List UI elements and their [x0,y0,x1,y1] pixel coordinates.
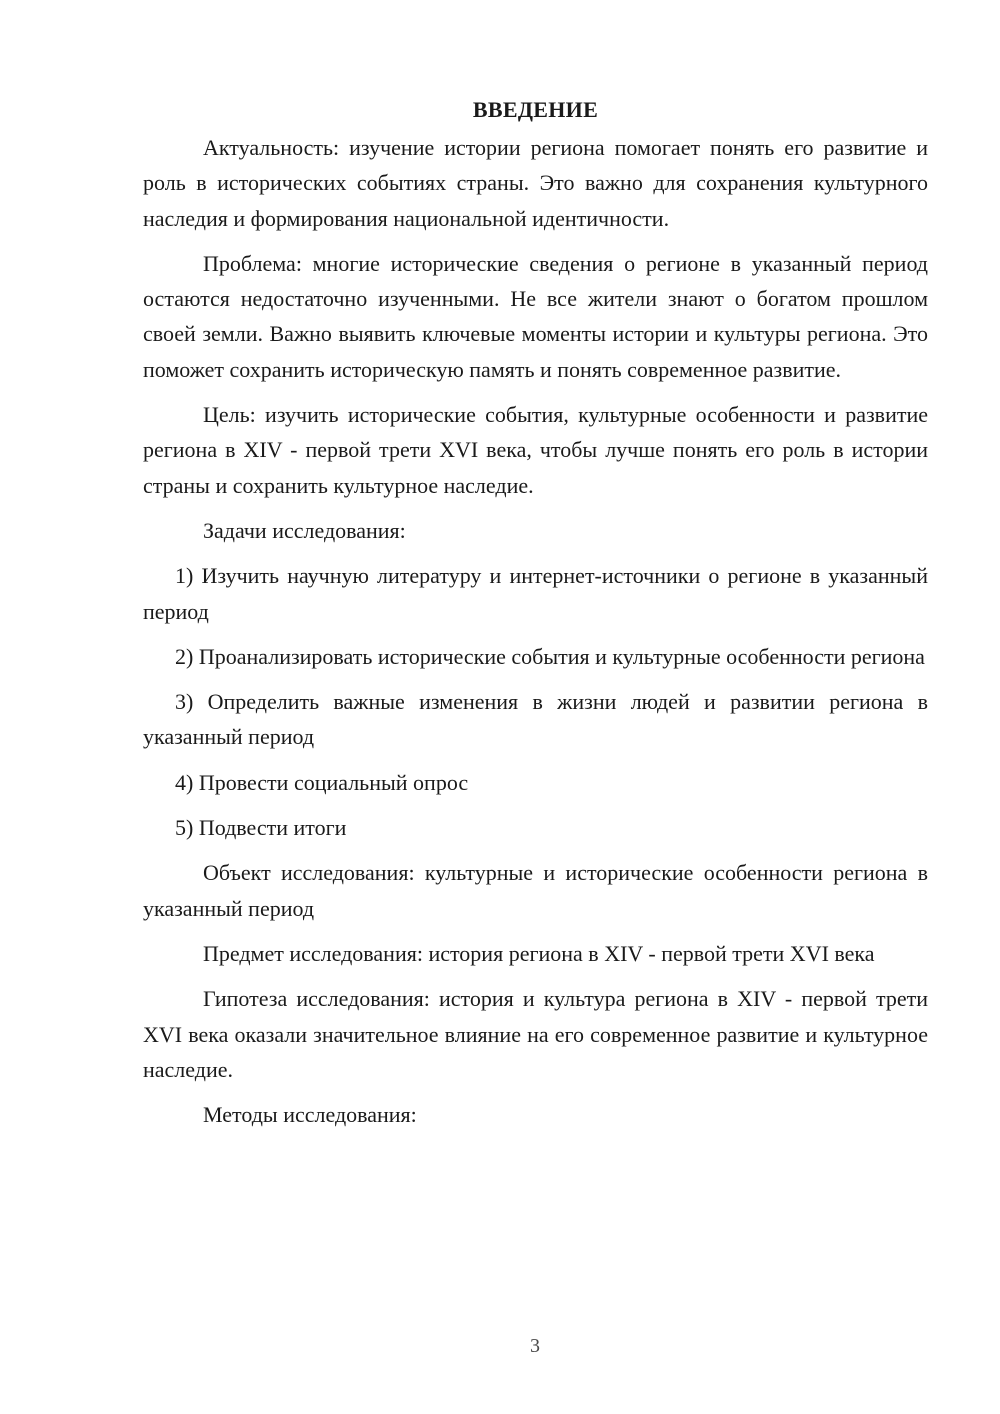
task-item: 2) Проанализировать исторические события и культурные особенности региона [175,643,925,669]
tasks-heading: Задачи исследования: [203,517,406,543]
page-content [143,92,928,1142]
relevance-paragraph: Актуальность: изучение истории региона помогает понять его развитие и роль в исторических событиях страны. Это важно для сохранения культурного наследия и формирования национальной идентичности. [143,135,928,231]
task-item: 5) Подвести итоги [175,815,347,841]
hypothesis-paragraph: Гипотеза исследования: история и культура региона в XIV - первой трети XVI века оказали значительное влияние на его современное развитие и культурное наследие. [143,986,928,1082]
subject-paragraph: Предмет исследования: история региона в XIV - первой трети XVI века [203,940,875,966]
goal-paragraph: Цель: изучить исторические события, культурные особенности и развитие региона в XIV - первой трети XVI века, чтобы лучше понять его роль в истории страны и сохранить культурное наследие. [143,402,928,498]
task-item: 1) Изучить научную литературу и интернет-источники о регионе в указанный период [143,563,928,624]
object-paragraph: Объект исследования: культурные и исторические особенности региона в указанный период [143,860,928,921]
page-number: 3 [530,1335,540,1357]
task-item: 4) Провести социальный опрос [175,769,469,795]
problem-paragraph: Проблема: многие исторические сведения о регионе в указанный период остаются недостаточно изученными. Не все жители знают о богатом прошлом своей земли. Важно выявить ключевые моменты истории и культуры региона. Это поможет сохранить историческую память и понять современное развитие. [143,250,928,382]
methods-heading: Методы исследования: [203,1102,417,1128]
section-title: ВВЕДЕНИЕ [472,97,599,122]
task-item: 3) Определить важные изменения в жизни людей и развитии региона в указанный период [143,689,928,750]
